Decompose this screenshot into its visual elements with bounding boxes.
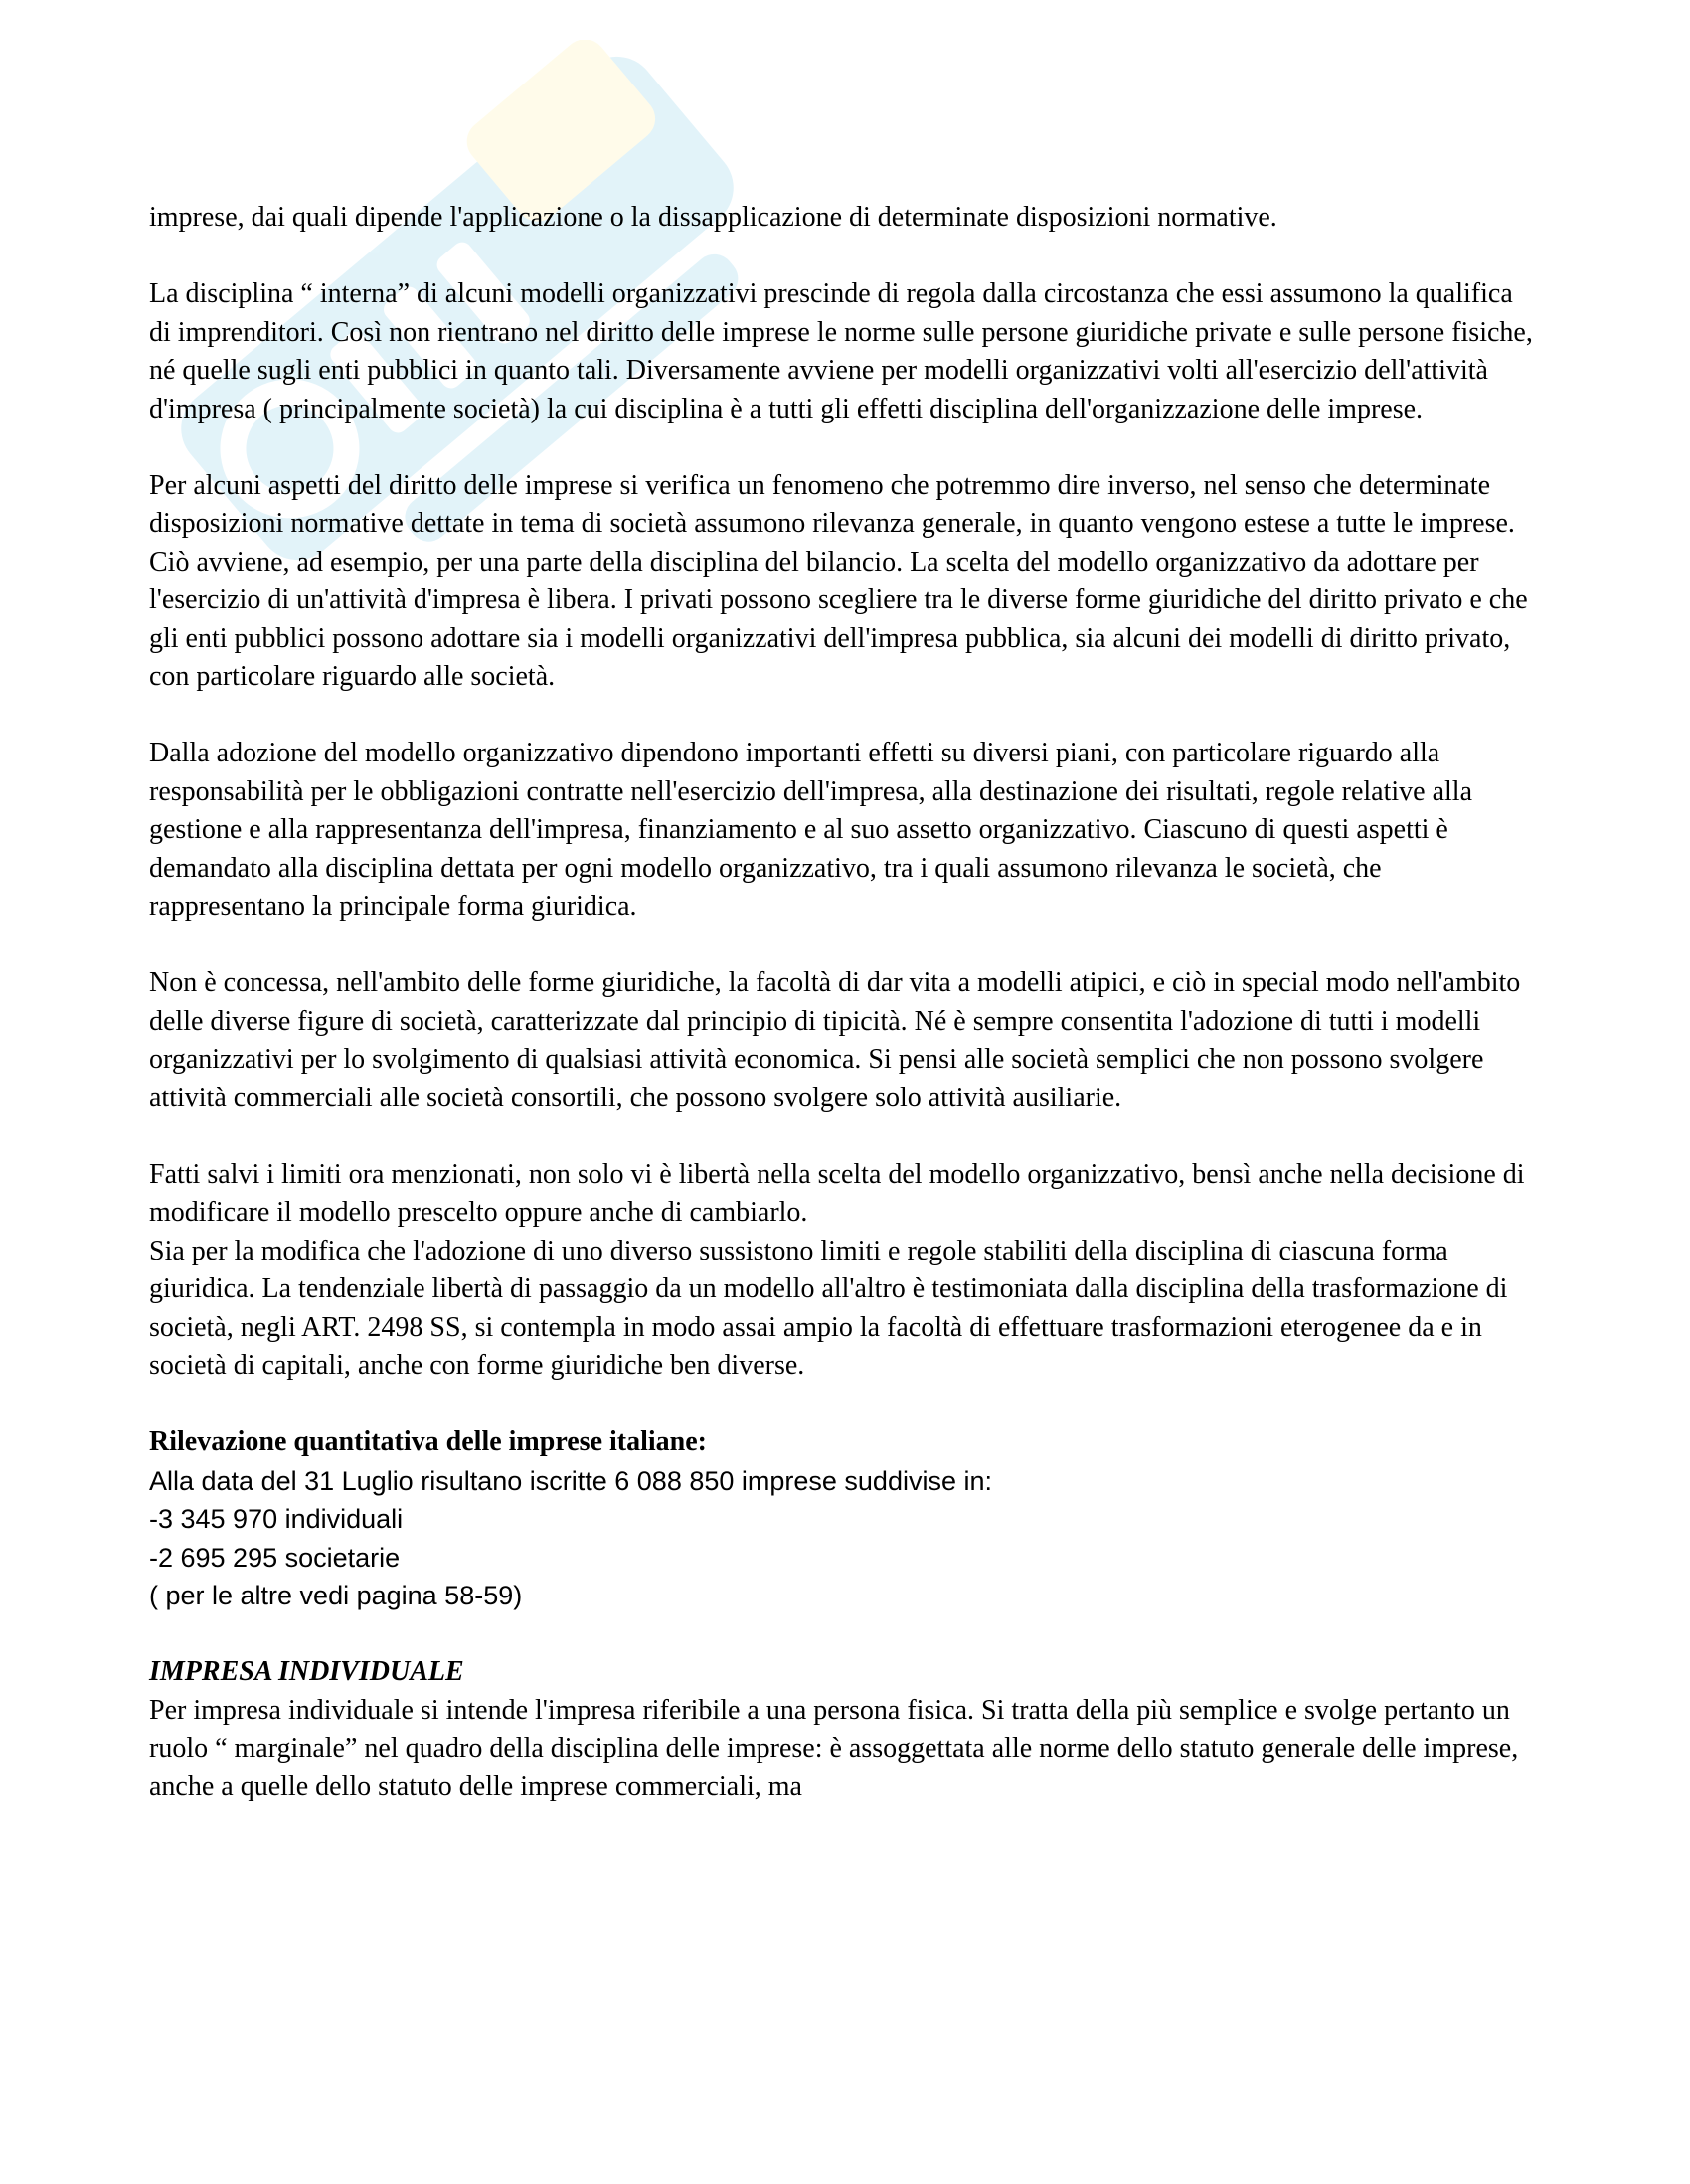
paragraph-4: Dalla adozione del modello organizzativo dipendono importanti effetti su diversi piani, con particolare riguardo alla responsabilità per le obbligazioni contratte nell'esercizio dell'impresa, alla destinazione dei risultati, regole relative alla gestione e alla rappresentanza dell'impresa, finanziamento e al suo assetto organizzativo. Ciascuno di questi aspetti è demandato alla disciplina dettata per ogni modello organizzativo, tra i quali assumono rilevanza le società, che rappresentano la principale forma giuridica. — [149, 738, 1473, 922]
paragraph-2: La disciplina “ interna” di alcuni modelli organizzativi prescinde di regola dalla circostanza che essi assumono la qualifica di imprenditori. Così non rientrano nel diritto delle imprese le norme sulle persone giuridiche private e sulle persone fisiche, né quelle sugli enti pubblici in quanto tali. Diversamente avviene per modelli organizzativi volti all'esercizio dell'attività d'impresa ( principalmente società) la cui disciplina è a tutti gli effetti disciplina dell'organizzazione delle imprese. — [149, 278, 1533, 424]
impresa-individuale-text: Per impresa individuale si intende l'impresa riferibile a una persona fisica. Si tratta della più semplice e svolge pertanto un ruolo “ marginale” nel quadro della disciplina delle imprese: è assoggettata alle norme dello statuto generale delle imprese, anche a quelle dello statuto delle imprese commerciali, ma — [149, 1694, 1519, 1802]
rilevazione-line: Alla data del 31 Luglio risultano iscritte 6 088 850 imprese suddivise in: — [149, 1465, 992, 1496]
paragraph-6-line-a: Fatti salvi i limiti ora menzionati, non solo vi è libertà nella scelta del modello organizzativo, bensì anche nella decisione di modificare il modello prescelto oppure anche di cambiarlo. — [149, 1158, 1525, 1228]
document-page — [149, 199, 1541, 1806]
paragraph-1: imprese, dai quali dipende l'applicazione o la dissapplicazione di determinate disposizioni normative. — [149, 202, 1277, 233]
impresa-individuale-heading: IMPRESA INDIVIDUALE — [149, 1656, 464, 1687]
rilevazione-heading: Rilevazione quantitativa delle imprese italiane: — [149, 1427, 707, 1457]
rilevazione-line: -2 695 295 societarie — [149, 1542, 401, 1573]
paragraph-5: Non è concessa, nell'ambito delle forme giuridiche, la facoltà di dar vita a modelli atipici, e ciò in special modo nell'ambito delle diverse figure di società, caratterizzate dal principio di tipicità. Né è sempre consentita l'adozione di tutti i modelli organizzativi per lo svolgimento di qualsiasi attività economica. Si pensi alle società semplici che non possono svolgere attività commerciali alle società consortili, che possono svolgere solo attività ausiliarie. — [149, 967, 1521, 1113]
rilevazione-section — [149, 1424, 1541, 1615]
paragraph-3: Per alcuni aspetti del diritto delle imprese si verifica un fenomeno che potremmo dire inverso, nel senso che determinate disposizioni normative dettate in tema di società assumono rilevanza generale, in quanto vengono estese a tutte le imprese. Ciò avviene, ad esempio, per una parte della disciplina del bilancio. La scelta del modello organizzativo da adottare per l'esercizio di un'attività d'impresa è libera. I privati possono scegliere tra le diverse forme giuridiche del diritto privato e che gli enti pubblici possono adottare sia i modelli organizzativi dell'impresa pubblica, sia alcuni dei modelli di diritto privato, con particolare riguardo alle società. — [149, 469, 1528, 692]
paragraph-6 — [149, 1156, 1541, 1386]
rilevazione-line: ( per le altre vedi pagina 58-59) — [149, 1581, 523, 1610]
paragraph-6-line-b: Sia per la modifica che l'adozione di uno diverso sussistono limiti e regole stabiliti della disciplina di ciascuna forma giuridica. La tendenziale libertà di passaggio da un modello all'altro è testimoniata dalla disciplina della trasformazione di società, negli ART. 2498 SS, si contempla in modo assai ampio la facoltà di effettuare trasformazioni eterogenee da e in società di capitali, anche con forme giuridiche ben diverse. — [149, 1235, 1508, 1381]
rilevazione-line: -3 345 970 individuali — [149, 1504, 404, 1534]
impresa-individuale-section — [149, 1653, 1541, 1806]
